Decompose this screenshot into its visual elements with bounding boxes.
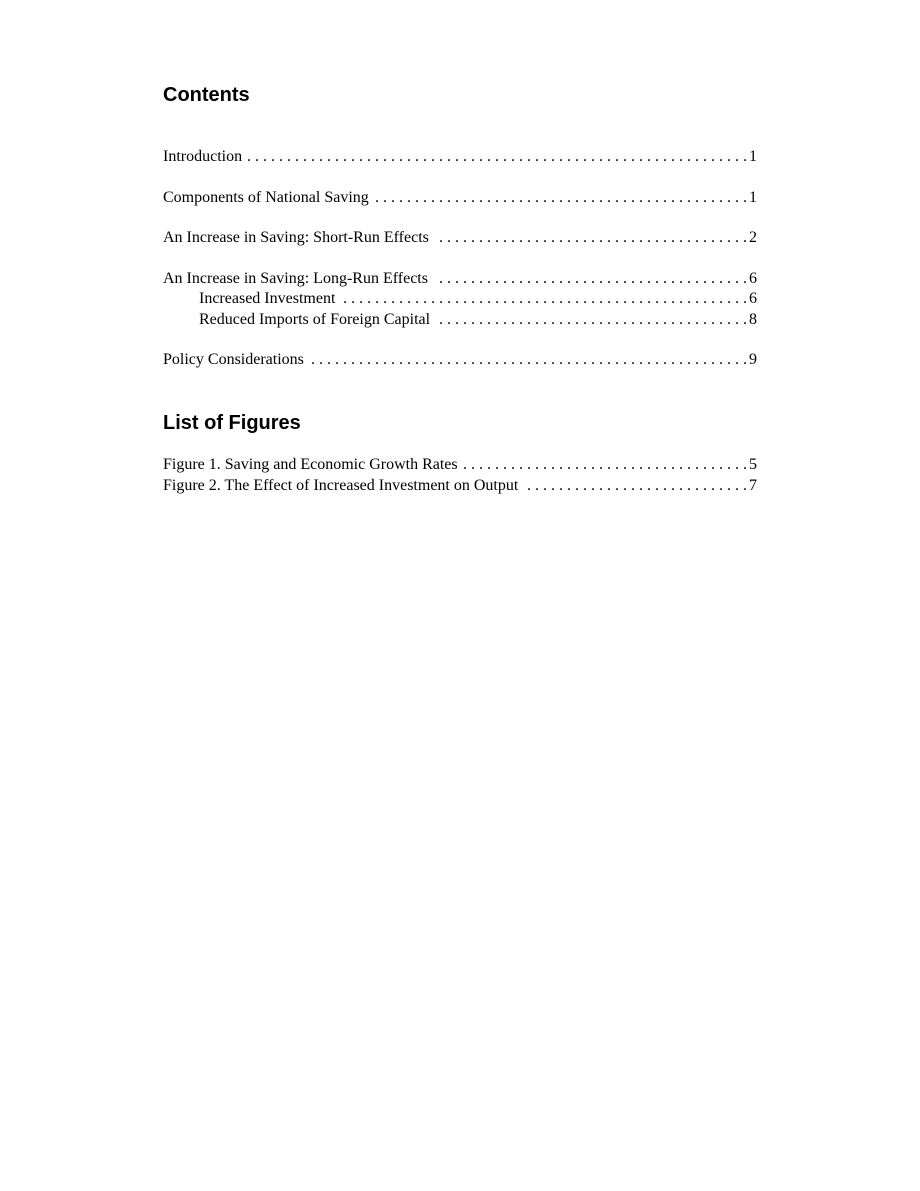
figure-entry-title: Figure 2. The Effect of Increased Investment on Output — [163, 477, 519, 494]
figure-entry-title: Figure 1. Saving and Economic Growth Rates — [163, 456, 458, 473]
toc-entry-page: 1 — [749, 189, 757, 206]
toc-entry-title: Increased Investment — [199, 290, 336, 307]
toc-entry-page: 1 — [749, 148, 757, 165]
figure-entry-page: 5 — [749, 456, 757, 473]
toc-entry-title: Reduced Imports of Foreign Capital — [199, 311, 431, 328]
dot-leader — [434, 269, 747, 289]
toc-entry-page: 6 — [749, 270, 757, 287]
figures-heading: List of Figures — [163, 412, 301, 434]
toc-entry-title: An Increase in Saving: Long-Run Effects — [163, 270, 428, 287]
toc-entry-reduced-imports[interactable] — [199, 310, 757, 330]
dot-leader — [341, 289, 747, 309]
dot-leader — [436, 310, 747, 330]
dot-leader — [464, 455, 747, 475]
figure-entry-2[interactable] — [163, 476, 757, 496]
toc-entry-page: 9 — [749, 351, 757, 368]
toc-entry-page: 2 — [749, 229, 757, 246]
toc-entry-page: 8 — [749, 311, 757, 328]
toc-entry-title: Components of National Saving — [163, 189, 369, 206]
toc-entry-short-run[interactable] — [163, 228, 757, 248]
toc-entry-page: 6 — [749, 290, 757, 307]
toc-entry-introduction[interactable] — [163, 147, 757, 167]
toc-entry-components[interactable] — [163, 188, 757, 208]
toc-entry-long-run[interactable] — [163, 269, 757, 289]
dot-leader — [435, 228, 747, 248]
dot-leader — [310, 350, 747, 370]
dot-leader — [524, 476, 747, 496]
toc-entry-title: An Increase in Saving: Short-Run Effects — [163, 229, 429, 246]
figure-entry-1[interactable] — [163, 455, 757, 475]
contents-heading: Contents — [163, 84, 250, 106]
toc-entry-increased-investment[interactable] — [199, 289, 757, 309]
toc-entry-policy[interactable] — [163, 350, 757, 370]
figure-entry-page: 7 — [749, 477, 757, 494]
dot-leader — [375, 188, 747, 208]
toc-entry-title: Introduction — [163, 148, 243, 165]
toc-entry-title: Policy Considerations — [163, 351, 304, 368]
dot-leader — [248, 147, 747, 167]
